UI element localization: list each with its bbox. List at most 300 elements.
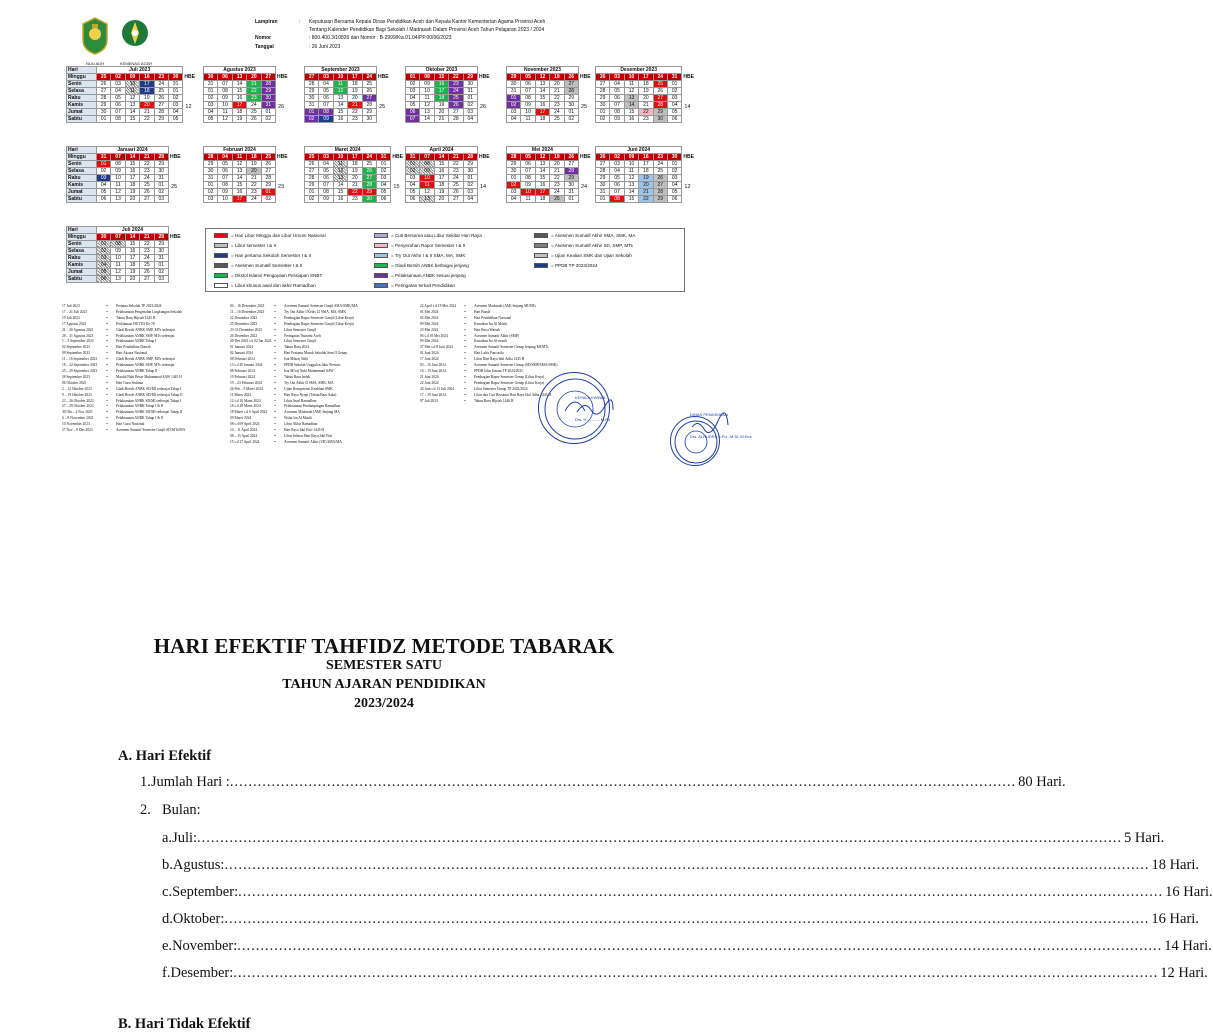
month-item bbox=[162, 857, 1199, 874]
calendar-day: 10 bbox=[420, 88, 434, 95]
calendar-day: 05 bbox=[610, 175, 624, 182]
legend-label: = PPDB TP 2023/2024 bbox=[551, 263, 598, 268]
legend-label: = Try Out Akhir I & II SMA, MA, SMK bbox=[391, 253, 466, 258]
calendar-day: 15 bbox=[434, 161, 448, 168]
calendar-day: 27 bbox=[97, 88, 111, 95]
calendar-day: 09 bbox=[111, 168, 125, 175]
calendar-day: 27 bbox=[154, 102, 168, 109]
item-label: September: bbox=[172, 884, 239, 900]
calendar-day: 24 bbox=[550, 189, 564, 196]
calendar-day: 17 bbox=[434, 175, 448, 182]
legend-item bbox=[534, 233, 635, 238]
logo-aceh bbox=[80, 16, 110, 66]
calendar-day: 03 bbox=[154, 196, 168, 203]
legend-swatch bbox=[374, 283, 388, 288]
note-desc: Tahun Baru 2024 bbox=[284, 345, 309, 350]
hbe-label: HBE bbox=[683, 154, 694, 160]
calendar-day: 31 bbox=[204, 175, 218, 182]
calendar-day: 12 bbox=[624, 88, 638, 95]
calendar-day: 09 bbox=[420, 168, 434, 175]
calendar-day: 16 bbox=[535, 182, 549, 189]
legend-label: = Pelaksanaan ANBK sesuai jenjang bbox=[391, 273, 466, 278]
legend-item bbox=[214, 243, 276, 248]
calendar-month bbox=[595, 146, 682, 203]
note-desc: Pelaksanaan ANBK Tahap I bbox=[116, 339, 157, 344]
calendar-day: 11 bbox=[521, 196, 535, 203]
hbe-count: 26 bbox=[480, 104, 487, 110]
note-date: 27 – 29 Oktober 2023 bbox=[62, 404, 94, 409]
item-label: November: bbox=[172, 938, 238, 954]
note-desc: Asesmen Madrasah (AM) Jenjang MA bbox=[284, 410, 340, 415]
calendar-day: 01 bbox=[564, 196, 578, 203]
legend-item bbox=[374, 253, 465, 258]
calendar-day: 10 bbox=[624, 161, 638, 168]
calendar-day: 12 bbox=[624, 175, 638, 182]
note-desc: Pelaksanaan ANBK Tahap II bbox=[116, 368, 158, 373]
calendar-day: 30 bbox=[596, 182, 610, 189]
calendar-day: 28 bbox=[305, 175, 319, 182]
calendar-day: 25 bbox=[140, 262, 154, 269]
note-desc: Proklamasi HUT RI Ke-78 bbox=[116, 321, 155, 326]
legend-item bbox=[214, 233, 326, 238]
calendar-day: 26 bbox=[305, 161, 319, 168]
note-sep: = bbox=[274, 398, 277, 403]
calendar-day: 07 bbox=[218, 175, 232, 182]
note-desc: Hari Raya Waisak bbox=[474, 327, 500, 332]
calendar-day: 30 bbox=[305, 95, 319, 102]
calendar-day: 30 bbox=[507, 168, 521, 175]
calendar-day: 31 bbox=[376, 154, 390, 161]
legend-swatch bbox=[534, 253, 548, 258]
month-name: Agustus 2023 bbox=[204, 67, 276, 74]
calendar-day: 18 bbox=[535, 116, 549, 123]
month-name: November 2023 bbox=[507, 67, 579, 74]
month-name: Juli 2024 bbox=[97, 227, 169, 234]
note-desc: Pembagian Rapor Semester Genap (Libur Kerja) bbox=[474, 380, 545, 385]
leader-dots: ........................................................................................................................................................................................................ bbox=[224, 857, 1150, 873]
legend-item bbox=[214, 253, 311, 258]
calendar-day: 25 bbox=[550, 116, 564, 123]
legend-item bbox=[374, 273, 466, 278]
note-date: 01 Mei 2024 bbox=[420, 309, 439, 314]
signature-right: DINAS PENDIDIKAN Drs. ALHUDRI, S.Pd., M.Si, M.Kes bbox=[690, 412, 752, 439]
calendar-day: 03 bbox=[667, 95, 681, 102]
calendar-day: 29 bbox=[362, 109, 376, 116]
day-label: Kamis bbox=[67, 182, 97, 189]
calendar-day: 13 bbox=[232, 74, 246, 81]
calendar-day: 10 bbox=[521, 109, 535, 116]
calendar-day: 06 bbox=[610, 182, 624, 189]
note-date: 15 s.d 27 April 2024 bbox=[230, 439, 260, 444]
day-label: Minggu bbox=[67, 154, 97, 161]
note-date: 26 Feb – 9 Maret 2024 bbox=[230, 386, 263, 391]
note-date: 01 Januari 2024 bbox=[230, 345, 253, 350]
day-label: Senin bbox=[67, 241, 97, 248]
calendar-day: 12 bbox=[535, 74, 549, 81]
calendar-day: 21 bbox=[140, 154, 154, 161]
legend-label: = Ujian Kealian SMK dan Ujian Sekolah bbox=[551, 253, 632, 258]
note-date: 28 – 31 Agustus 2023 bbox=[62, 333, 94, 338]
calendar-day: 06 bbox=[406, 109, 420, 116]
calendar-day: 07 bbox=[406, 116, 420, 123]
calendar-day: 22 bbox=[449, 74, 463, 81]
legend-swatch bbox=[374, 233, 388, 238]
legend-swatch bbox=[374, 263, 388, 268]
calendar-day: 11 bbox=[521, 116, 535, 123]
note-sep: = bbox=[106, 315, 109, 320]
calendar-day: 16 bbox=[140, 74, 154, 81]
calendar-day: 27 bbox=[261, 74, 275, 81]
calendar-day: 28 bbox=[362, 102, 376, 109]
note-desc: Hari Pendidikan Daerah bbox=[116, 345, 151, 350]
note-sep: = bbox=[106, 380, 109, 385]
leader-dots: ........................................................................................................................................................................................................ bbox=[238, 884, 1164, 900]
month-name: April 2024 bbox=[406, 147, 478, 154]
calendar-day: 31 bbox=[154, 255, 168, 262]
calendar-day: 18 bbox=[125, 182, 139, 189]
calendar-day: 08 bbox=[420, 74, 434, 81]
calendar-day: 27 bbox=[140, 196, 154, 203]
legend-swatch bbox=[214, 283, 228, 288]
calendar-day: 04 bbox=[376, 182, 390, 189]
calendar-day: 21 bbox=[140, 234, 154, 241]
calendar-day: 14 bbox=[333, 102, 347, 109]
calendar-day: 04 bbox=[507, 196, 521, 203]
note-date: 17 – 21 Juli 2023 bbox=[62, 309, 87, 314]
calendar-day: 09 bbox=[521, 182, 535, 189]
calendar-day: 24 bbox=[247, 102, 261, 109]
calendar-day: 08 bbox=[111, 161, 125, 168]
note-date: 23-31 Desember 2023 bbox=[230, 327, 262, 332]
calendar-day: 05 bbox=[111, 95, 125, 102]
calendar-day: 10 bbox=[218, 102, 232, 109]
calendar-day: 11 bbox=[624, 81, 638, 88]
calendar-day: 05 bbox=[521, 154, 535, 161]
note-desc: Pembagian Rapor Semester Genap (Libur Kerja) bbox=[474, 374, 545, 379]
day-label: Rabu bbox=[67, 95, 97, 102]
note-date: 10 November 2023 bbox=[62, 422, 90, 427]
calendar-day: 07 bbox=[610, 102, 624, 109]
hbe-label: HBE bbox=[392, 154, 403, 160]
calendar-day: 20 bbox=[550, 81, 564, 88]
calendar-day: 16 bbox=[125, 248, 139, 255]
calendar-day: 28 bbox=[507, 154, 521, 161]
hbe-count: 24 bbox=[581, 184, 588, 190]
note-desc: Asesmen Sumatif Semester Ganjil SD/MTs/MA bbox=[116, 428, 186, 433]
note-row bbox=[230, 440, 410, 446]
note-desc: Libur Semester Ganjil bbox=[284, 327, 316, 332]
calendar-day: 22 bbox=[550, 95, 564, 102]
note-sep: = bbox=[274, 351, 277, 356]
calendar-day: 15 bbox=[125, 116, 139, 123]
calendar-day: 30 bbox=[261, 95, 275, 102]
calendar-day: 18 bbox=[125, 262, 139, 269]
calendar-day: 01 bbox=[667, 161, 681, 168]
calendar-day: 17 bbox=[535, 189, 549, 196]
calendar-day: 22 bbox=[449, 161, 463, 168]
item-value: 18 Hari. bbox=[1151, 857, 1199, 873]
calendar-day: 17 bbox=[639, 74, 653, 81]
hbe-count: 25 bbox=[379, 104, 386, 110]
item-number: d. bbox=[162, 911, 173, 927]
note-desc: Pelaksanaan ANBK Tahap I & II bbox=[116, 404, 164, 409]
calendar-day: 03 bbox=[463, 109, 477, 116]
month-name: Februari 2024 bbox=[204, 147, 276, 154]
calendar-day: 21 bbox=[639, 189, 653, 196]
calendar-day: 27 bbox=[653, 95, 667, 102]
legend-swatch bbox=[534, 243, 548, 248]
calendar-day: 06 bbox=[521, 81, 535, 88]
calendar-month bbox=[405, 146, 478, 203]
item-value: 14 Hari. bbox=[1164, 938, 1212, 954]
note-desc: Gladi Bersih ANBK SD/MI sederajat Tahap II bbox=[116, 392, 183, 397]
calendar-day: 19 bbox=[434, 189, 448, 196]
calendar-day: 08 bbox=[420, 161, 434, 168]
lampiran-row: Tanggal : 26 Juni 2023 bbox=[255, 43, 341, 50]
calendar-day: 14 bbox=[434, 154, 448, 161]
calendar-page bbox=[0, 0, 768, 520]
note-sep: = bbox=[464, 333, 467, 338]
calendar-day: 25 bbox=[449, 182, 463, 189]
calendar-day: 28 bbox=[261, 175, 275, 182]
note-desc: Try Out Akhir II SMA, SMK, MA bbox=[284, 380, 334, 385]
note-date: 12 s.d 16 Maret 2024 bbox=[230, 398, 261, 403]
item-value: 12 Hari. bbox=[1160, 965, 1208, 981]
calendar-day: 14 bbox=[624, 102, 638, 109]
note-desc: Pelaksanaan ANBK SD/MI sederajat Tahap II bbox=[116, 410, 183, 415]
month-name: Oktober 2023 bbox=[406, 67, 478, 74]
calendar-day: 24 bbox=[140, 175, 154, 182]
calendar-day: 16 bbox=[639, 154, 653, 161]
calendar-day: 30 bbox=[154, 168, 168, 175]
calendar-day: 21 bbox=[639, 102, 653, 109]
calendar-day: 22 bbox=[639, 196, 653, 203]
calendar-day: 30 bbox=[507, 81, 521, 88]
note-date: 04 – 16 Desember 2023 bbox=[230, 304, 265, 308]
note-sep: = bbox=[274, 304, 277, 308]
calendar-day: 28 bbox=[154, 154, 168, 161]
calendar-day: 13 bbox=[111, 196, 125, 203]
calendar-day: 29 bbox=[154, 241, 168, 248]
note-date: 02 September 2023 bbox=[62, 345, 90, 350]
calendar-day: 17 bbox=[348, 154, 362, 161]
calendar-day: 09 bbox=[624, 154, 638, 161]
day-label: Kamis bbox=[67, 102, 97, 109]
hbe-label: HBE bbox=[170, 234, 181, 240]
calendar-day: 04 bbox=[97, 182, 111, 189]
note-date: 30 Okt – 2 Nov 2023 bbox=[62, 410, 93, 415]
calendar-day: 04 bbox=[667, 182, 681, 189]
note-sep: = bbox=[274, 309, 277, 314]
calendar-day: 09 bbox=[125, 74, 139, 81]
legend-label: = Libur khusus awal dan akhir Ramadhan bbox=[231, 283, 316, 288]
calendar-day: 07 bbox=[319, 182, 333, 189]
calendar-day: 26 bbox=[362, 88, 376, 95]
calendar-day: 23 bbox=[348, 196, 362, 203]
note-sep: = bbox=[106, 392, 109, 397]
calendar-day: 10 bbox=[125, 81, 139, 88]
note-sep: = bbox=[464, 351, 467, 356]
note-sep: = bbox=[464, 374, 467, 379]
calendar-day: 11 bbox=[420, 95, 434, 102]
calendar-day: 16 bbox=[125, 168, 139, 175]
calendar-day: 14 bbox=[232, 81, 246, 88]
calendar-month bbox=[66, 146, 169, 203]
calendar-day: 09 bbox=[319, 196, 333, 203]
calendar-day: 06 bbox=[667, 116, 681, 123]
calendar-month bbox=[405, 66, 478, 123]
note-sep: = bbox=[106, 422, 109, 427]
calendar-day: 23 bbox=[449, 81, 463, 88]
hbe-label: HBE bbox=[479, 74, 490, 80]
note-sep: = bbox=[106, 357, 109, 362]
calendar-day: 19 bbox=[639, 88, 653, 95]
calendar-day: 25 bbox=[550, 196, 564, 203]
calendar-day: 30 bbox=[653, 116, 667, 123]
calendar-day: 30 bbox=[97, 109, 111, 116]
note-sep: = bbox=[274, 321, 277, 326]
calendar-day: 26 bbox=[596, 154, 610, 161]
note-desc: Libur Akhir Ramadhan bbox=[284, 422, 318, 427]
month-name: Juni 2024 bbox=[596, 147, 682, 154]
hbe-count: 25 bbox=[171, 184, 178, 190]
calendar-day: 06 bbox=[97, 196, 111, 203]
calendar-day: 09 bbox=[420, 81, 434, 88]
note-date: 22 April s.d 18 Mei 2024 bbox=[420, 304, 457, 308]
calendar-day: 23 bbox=[247, 189, 261, 196]
calendar-day: 17 bbox=[232, 196, 246, 203]
calendar-day: 26 bbox=[564, 74, 578, 81]
legend-label: = Penyerahan Rapor Semester I & II bbox=[391, 243, 466, 248]
lampiran-row: Nomor : 800.400.3/10826 dan Nomor : B-2999/Kw.01.04/PP.00/06/2023 bbox=[255, 35, 452, 42]
calendar-day: 28 bbox=[564, 88, 578, 95]
calendar-day: 21 bbox=[247, 175, 261, 182]
note-sep: = bbox=[106, 416, 109, 421]
calendar-day: 06 bbox=[521, 161, 535, 168]
note-date: 22 Juni 2024 bbox=[420, 380, 439, 385]
calendar-day: 31 bbox=[564, 189, 578, 196]
note-date: 08 Februari 2024 bbox=[230, 357, 255, 362]
calendar-day: 15 bbox=[535, 95, 549, 102]
calendar-day: 15 bbox=[434, 74, 448, 81]
note-desc: Tahun Baru Hijriah 1445 H bbox=[116, 315, 156, 320]
leader-dots: ........................................................................................................................................................................................................ bbox=[224, 911, 1150, 927]
note-sep: = bbox=[274, 339, 277, 344]
legend-item bbox=[374, 243, 465, 248]
calendar-day: 16 bbox=[333, 116, 347, 123]
calendar-day: 27 bbox=[261, 168, 275, 175]
calendar-day: 01 bbox=[564, 109, 578, 116]
note-date: 2 – 12 Oktober 2023 bbox=[62, 386, 92, 391]
calendar-day: 14 bbox=[333, 182, 347, 189]
calendar-day: 15 bbox=[125, 161, 139, 168]
calendar-day: 07 bbox=[111, 234, 125, 241]
calendar-day: 06 bbox=[97, 276, 111, 283]
calendar-day: 03 bbox=[667, 175, 681, 182]
note-date: 06 s.d 18 Mei 2024 bbox=[420, 333, 448, 338]
calendar-day: 02 bbox=[111, 74, 125, 81]
calendar-day: 16 bbox=[333, 196, 347, 203]
note-desc: Pelaksanaan Pendampingan Ramadhan bbox=[284, 404, 341, 409]
note-sep: = bbox=[464, 380, 467, 385]
note-date: 08 Februari 2024 bbox=[230, 368, 255, 373]
calendar-day: 08 bbox=[610, 109, 624, 116]
calendar-day: 06 bbox=[111, 102, 125, 109]
calendar-day: 09 bbox=[218, 95, 232, 102]
calendar-day: 09 bbox=[111, 248, 125, 255]
calendar-day: 10 bbox=[111, 255, 125, 262]
calendar-day: 15 bbox=[232, 182, 246, 189]
calendar-day: 18 bbox=[639, 168, 653, 175]
legend-item bbox=[534, 263, 597, 268]
aceh-emblem-icon bbox=[80, 16, 110, 56]
note-desc: Pembagian Rapor Semester Ganjil (Libur Kerja) bbox=[284, 321, 354, 326]
calendar-day: 13 bbox=[535, 161, 549, 168]
day-label: Jumat bbox=[67, 109, 97, 116]
calendar-day: 13 bbox=[232, 168, 246, 175]
day-label: Jumat bbox=[67, 189, 97, 196]
note-date: 03 – 15 Juni 2024 bbox=[420, 363, 446, 368]
calendar-day: 22 bbox=[140, 241, 154, 248]
legend-swatch bbox=[534, 263, 548, 268]
note-date: 23 – 26 Oktober 2023 bbox=[62, 398, 94, 403]
note-date: 28 September 2023 bbox=[62, 374, 90, 379]
calendar-day: 28 bbox=[653, 189, 667, 196]
calendar-day: 20 bbox=[639, 182, 653, 189]
month-item bbox=[162, 938, 1212, 955]
legend-label: = Gladi Bersih ANBK berbagai jenjang bbox=[391, 263, 469, 268]
calendar-day: 02 bbox=[154, 269, 168, 276]
calendar-day: 04 bbox=[319, 81, 333, 88]
calendar-day: 30 bbox=[97, 234, 111, 241]
calendar-day: 29 bbox=[507, 161, 521, 168]
legend-box bbox=[205, 228, 685, 292]
note-sep: = bbox=[464, 339, 467, 344]
item-number: b. bbox=[162, 857, 173, 873]
calendar-day: 19 bbox=[550, 154, 564, 161]
calendar-day: 26 bbox=[653, 88, 667, 95]
hbe-count: 26 bbox=[278, 104, 285, 110]
note-date: 24 Juni s.d 13 Juli 2024 bbox=[420, 386, 455, 391]
calendar-day: 08 bbox=[319, 189, 333, 196]
calendar-day: 29 bbox=[653, 109, 667, 116]
note-sep: = bbox=[106, 321, 109, 326]
calendar-day: 05 bbox=[168, 116, 182, 123]
calendar-day: 20 bbox=[125, 276, 139, 283]
calendar-day: 24 bbox=[247, 196, 261, 203]
calendar-month bbox=[203, 66, 276, 123]
calendar-day: 31 bbox=[305, 102, 319, 109]
calendar-day: 21 bbox=[140, 109, 154, 116]
note-sep: = bbox=[274, 422, 277, 427]
calendar-day: 28 bbox=[204, 154, 218, 161]
doc-subtitle: SEMESTER SATU bbox=[325, 658, 443, 673]
item-number: c. bbox=[162, 884, 173, 900]
month-name: Maret 2024 bbox=[305, 147, 391, 154]
calendar-day: 05 bbox=[97, 269, 111, 276]
calendar-day: 11 bbox=[111, 262, 125, 269]
calendar-day: 30 bbox=[362, 196, 376, 203]
calendar-day: 17 bbox=[125, 255, 139, 262]
calendar-day: 02 bbox=[97, 168, 111, 175]
note-sep: = bbox=[464, 327, 467, 332]
calendar-day: 26 bbox=[261, 161, 275, 168]
calendar-day: 21 bbox=[550, 168, 564, 175]
calendar-day: 09 bbox=[610, 116, 624, 123]
calendar-day: 29 bbox=[596, 95, 610, 102]
note-desc: Hari Pendidikan Nasional bbox=[474, 315, 512, 320]
calendar-day: 30 bbox=[168, 74, 182, 81]
